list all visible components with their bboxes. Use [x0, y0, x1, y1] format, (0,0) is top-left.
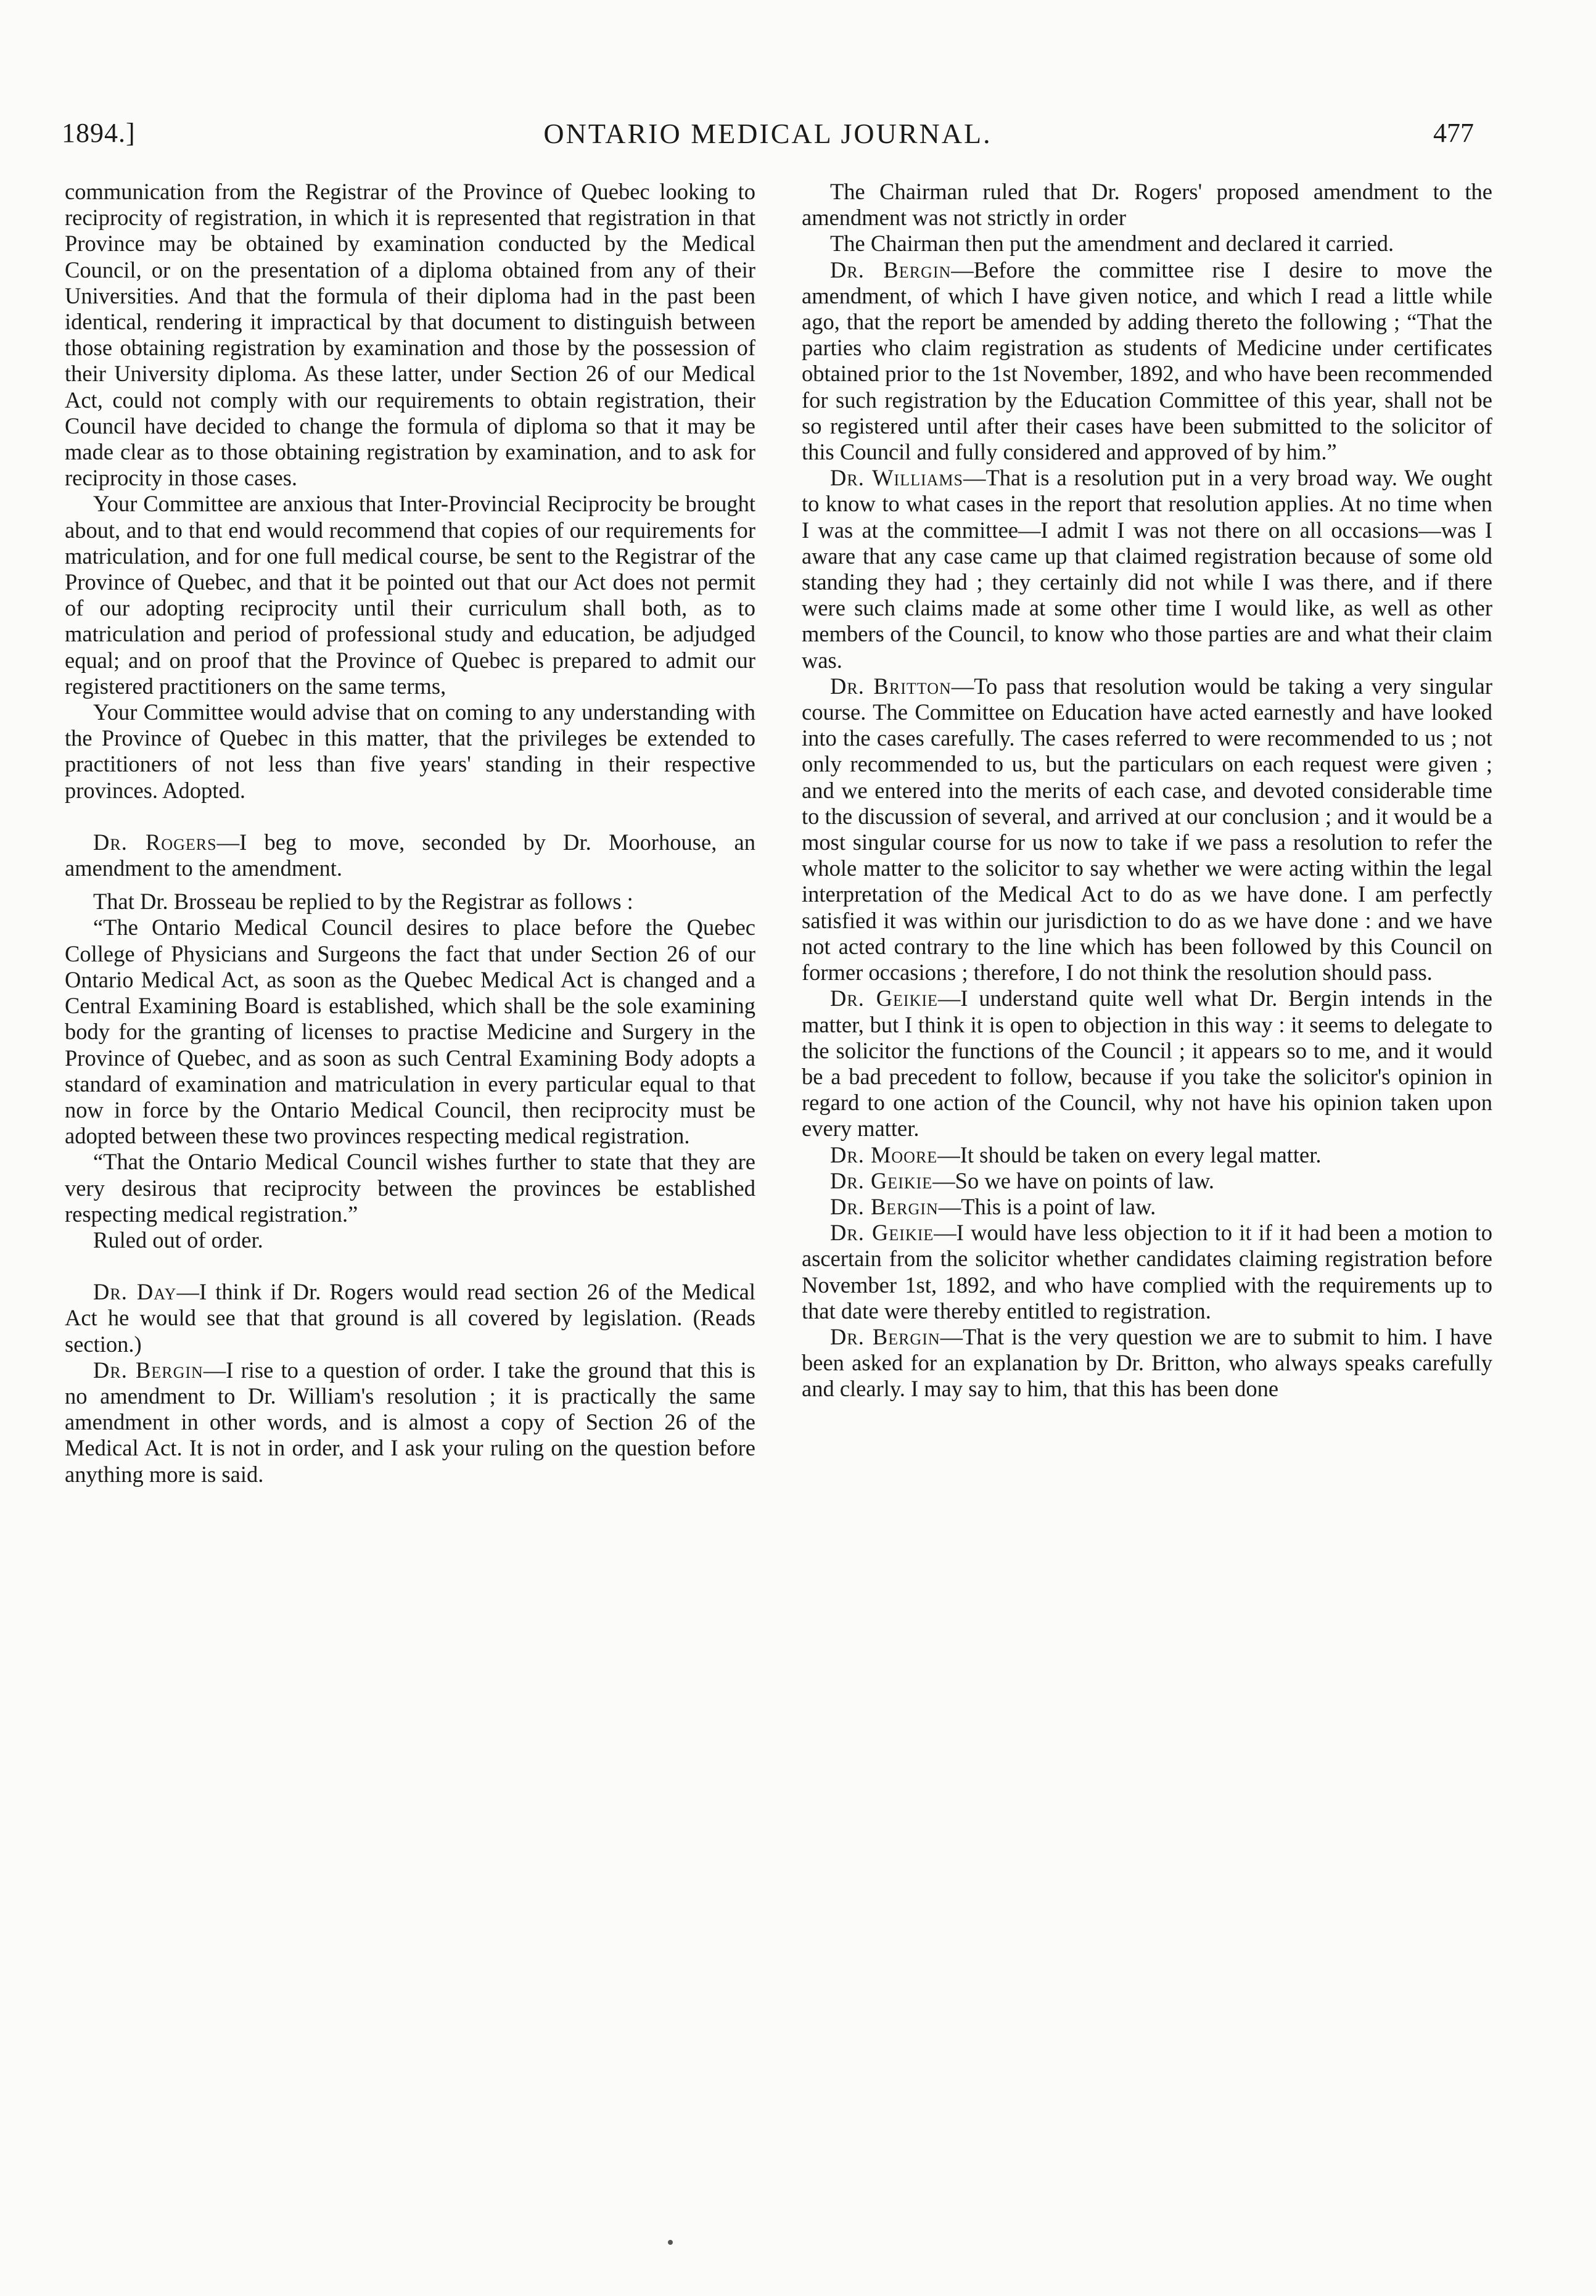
speaker-name: Dr. Williams [830, 465, 963, 491]
speaker-name: Dr. Bergin [830, 1193, 939, 1219]
speech-text: —That is a resolution put in a very broad way. We ought to know to what cases in the report that resolution applies. At no time when I was at the committee—I admit I was not there on all occasions—was I aware that any case came up that claimed registration because of some old standing they had ; they certainly did not while I was there, and if there were such claims made at some other time I would like, as well as other members of the Council, to know who those parties are and what their claim was. [802, 465, 1492, 673]
paragraph [802, 1324, 1492, 1402]
speaker-name: Dr. Bergin [830, 1323, 940, 1349]
journal-title: ONTARIO MEDICAL JOURNAL. [543, 118, 992, 149]
paragraph [802, 1168, 1492, 1194]
speech-text: —I think if Dr. Rogers would read section 26 of the Medical Act he would see that that ground is all covered by legislation. (Reads section.) [65, 1279, 755, 1357]
speaker-name: Dr. Rogers [93, 829, 217, 855]
speaker-name: Dr. Bergin [830, 257, 952, 282]
speech-text: —I would have less objection to it if it had been a motion to ascertain from the solicitor whether candidates claiming registration before November 1st, 1892, and who have complied with the requirements up to that date were thereby entitled to registration. [802, 1220, 1492, 1323]
speech-text: —Before the committee rise I desire to move the amendment, of which I have given notice, and which I read a little while ago, that the report be amended by adding thereto the following ; “That the parties who claim registration as students of Medicine under certificates obtained prior to the 1st November, 1892, and who have been recommended for such registration by the Education Committee of this year, shall not be so registered until after their cases have been submitted to the solicitor of this Council and fully considered and approved of by him.” [802, 257, 1492, 465]
paragraph [802, 257, 1492, 466]
paragraph [802, 673, 1492, 985]
speaker-name: Dr. Geikie [830, 985, 938, 1011]
print-speck [668, 2240, 673, 2245]
page-number: 477 [1433, 118, 1474, 148]
speaker-name: Dr. Bergin [93, 1357, 204, 1383]
paragraph: The Chairman then put the amendment and declared it carried. [830, 231, 1394, 257]
speaker-name: Dr. Britton [830, 673, 952, 699]
paragraph: communication from the Registrar of the Province of Quebec looking to reciprocity of registration, in which it is represented that registration in that Province may be obtained by examination conducted by the Medical Council, or on the presentation of a diploma obtained from any of their Universities. And that the formula of their diploma had in the past been identical, rendering it impractical by that document to distinguish between those obtaining registration by examination and those by the possession of their University diploma. As these latter, under Section 26 of our Medical Act, could not comply with our requirements to obtain registration, their Council have decided to change the formula of diploma so that it may be made clear as to those obtaining registration by examination, and to ask for reciprocity in those cases. [65, 179, 755, 491]
paragraph: Your Committee would advise that on coming to any understanding with the Province of Quebec in this matter, that the privileges be extended to practitioners of not less than five years' standing in their respective provinces. Adopted. [65, 699, 755, 803]
speaker-name: Dr. Geikie [830, 1220, 934, 1246]
running-header [62, 117, 1474, 160]
paragraph [802, 985, 1492, 1142]
paragraph [802, 1220, 1492, 1324]
paragraph: “That the Ontario Medical Council wishes further to state that they are very desirous that reciprocity between the provinces be established respecting medical registration.” [65, 1149, 755, 1227]
paragraph [802, 1194, 1492, 1220]
speaker-name: Dr. Moore [830, 1142, 938, 1167]
paragraph [802, 1142, 1492, 1168]
speaker-name: Dr. Geikie [830, 1167, 933, 1193]
paragraph [65, 1279, 755, 1357]
speech-text: —It should be taken on every legal matter. [937, 1142, 1322, 1167]
speech-text: —To pass that resolution would be taking a very singular course. The Committee on Education have acted earnestly and have looked into the cases carefully. The cases referred to were recommended to us ; not only recommended to us, but the particulars on each request were given ; and we entered into the merits of each case, and devoted considerable time to the discussion of several, and arrived at our conclusion ; and it would be a most singular course for us now to take if we pass a resolution to refer the whole matter to the solicitor to say whether we were acting within the legal interpretation of the Medical Act to do as we have done. I am perfectly satisfied it was within our jurisdiction to do as we have done : and we have not acted contrary to the line which has been followed by this Council on former occasions ; therefore, I do not think the resolution should pass. [802, 673, 1492, 985]
paragraph: Your Committee are anxious that Inter-Provincial Reciprocity be brought about, and to that end would recommend that copies of our requirements for matriculation, and for one full medical course, be sent to the Registrar of the Province of Quebec, and that it be pointed out that our Act does not permit of our adopting reciprocity until their curriculum shall both, as to matriculation and period of professional study and education, be adjudged equal; and on proof that the Province of Quebec is prepared to admit our registered practitioners on the same terms, [65, 491, 755, 699]
speech-text: —I rise to a question of order. I take the ground that this is no amendment to Dr. William's resolution ; it is practically the same amendment in other words, and is almost a copy of Section 26 of the Medical Act. It is not in order, and I ask your ruling on the question before anything more is said. [65, 1357, 755, 1487]
paragraph: Ruled out of order. [93, 1227, 263, 1253]
speech-text: —That is the very question we are to submit to him. I have been asked for an explanation by Dr. Britton, who always speaks carefully and clearly. I may say to him, that this has been done [802, 1323, 1492, 1402]
left-text-column [65, 179, 755, 2251]
paragraph: “The Ontario Medical Council desires to place before the Quebec College of Physicians and Surgeons the fact that under Section 26 of our Ontario Medical Act, as soon as the Quebec Medical Act is changed and a Central Examining Board is established, which shall be the sole examining body for the granting of licenses to practise Medicine and Surgery in the Province of Quebec, and as soon as such Central Examining Body adopts a standard of examination and matriculation in every particular equal to that now in force by the Ontario Medical Council, then reciprocity must be adopted between these two provinces respecting medical registration. [65, 915, 755, 1149]
speech-text: —I beg to move, seconded by Dr. Moorhouse, an amendment to the amendment. [65, 829, 755, 881]
speech-text: —So we have on points of law. [932, 1167, 1215, 1193]
paragraph [65, 829, 755, 881]
speech-text: —I understand quite well what Dr. Bergin intends in the matter, but I think it is open to objection in this way : it seems to delegate to the solicitor the functions of the Council ; it appears so to me, and it would be a bad precedent to follow, because if you take the solicitor's opinion in regard to one action of the Council, why not have his opinion taken upon every matter. [802, 985, 1492, 1142]
paragraph: The Chairman ruled that Dr. Rogers' proposed amendment to the amendment was not strictly in order [802, 179, 1492, 231]
speaker-name: Dr. Day [93, 1279, 177, 1305]
header-year: 1894.] [62, 118, 136, 148]
right-text-column [802, 179, 1492, 2251]
paragraph [802, 465, 1492, 673]
paragraph [65, 1357, 755, 1487]
speech-text: —This is a point of law. [938, 1193, 1156, 1219]
paragraph: That Dr. Brosseau be replied to by the Registrar as follows : [93, 889, 633, 915]
